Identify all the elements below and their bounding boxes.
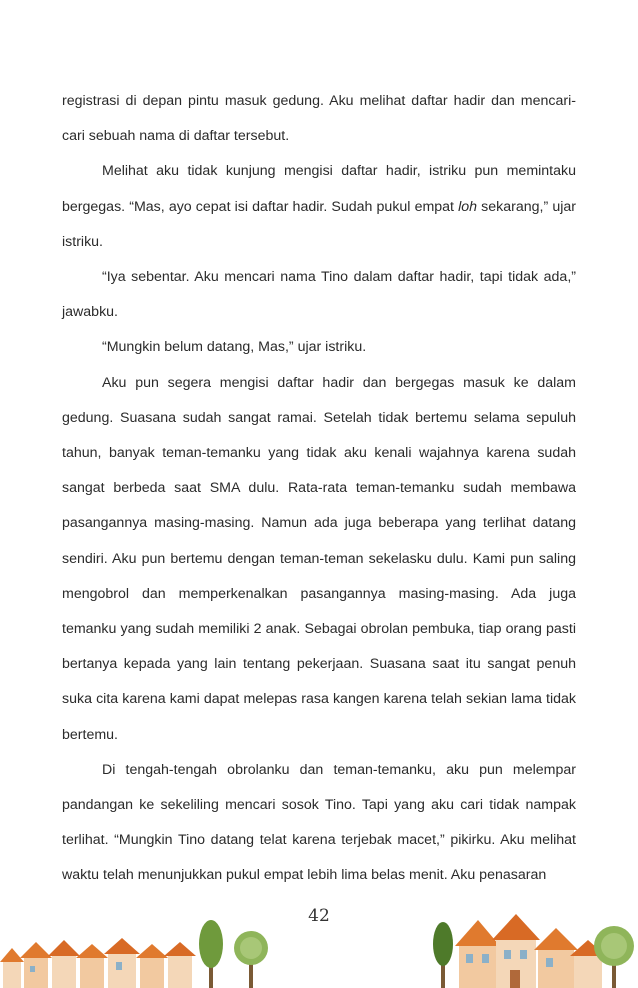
paragraph-text: Aku pun segera mengisi daftar hadir dan bergegas masuk ke dalam gedung. Suasana sudah sangat ramai. Setelah tidak bertemu selama sepuluh tahun, banyak teman-temanku yang tidak aku kenali wajahnya karena sudah sangat berbeda saat SMA dulu. Rata-rata teman-temanku sudah membawa pasangannya masing-masing. Namun ada juga beberapa yang terlihat datang sendiri. Aku pun bertemu dengan teman-teman sekelasku dulu. Kami pun saling mengobrol dan memperkenalkan pasangannya masing-masing. Ada juga temanku yang sudah memiliki 2 anak. Sebagai obrolan pembuka, tiap orang pasti bertanya kepada yang lain tentang pekerjaan. Suasana saat itu sangat penuh suka cita karena kami dapat melepas rasa kangen karena telah sekian lama tidak bertemu.: [62, 374, 576, 743]
paragraph: [62, 84, 576, 154]
paragraph: [62, 753, 576, 894]
paragraph-text: Di tengah-tengah obrolanku dan teman-temanku, aku pun melempar pandangan ke sekeliling mencari sosok Tino. Tapi yang aku cari tidak nampak terlihat. “Mungkin Tino datang telat karena terjebak macet,” pikirku. Aku melihat waktu telah menunjukkan pukul empat lebih lima belas menit. Aku penasaran: [62, 761, 576, 884]
left-trees: [199, 920, 268, 988]
paragraph: [62, 260, 576, 330]
paragraph-text: registrasi di depan pintu masuk gedung. Aku melihat daftar hadir dan mencari-cari sebuah nama di daftar tersebut.: [62, 93, 576, 145]
paragraph: [62, 330, 576, 365]
paragraph-text: “Mungkin belum datang, Mas,” ujar istriku.: [102, 339, 367, 356]
page-number: 42: [308, 906, 330, 926]
paragraph-text: sekarang,” ujar istriku.: [62, 198, 576, 250]
page-body-text: [62, 84, 576, 894]
left-houses: [0, 938, 196, 988]
italic-text: loh: [458, 198, 478, 215]
paragraph-text: Melihat aku tidak kunjung mengisi daftar hadir, istriku pun memintaku bergegas. “Mas, ayo cepat isi daftar hadir. Sudah pukul empat: [62, 163, 576, 215]
paragraph-text: “Iya sebentar. Aku mencari nama Tino dalam daftar hadir, tapi tidak ada,” jawabku.: [62, 269, 576, 321]
paragraph: [62, 154, 576, 260]
village-illustration: [0, 900, 638, 988]
paragraph: [62, 366, 576, 753]
right-houses: [433, 914, 634, 988]
